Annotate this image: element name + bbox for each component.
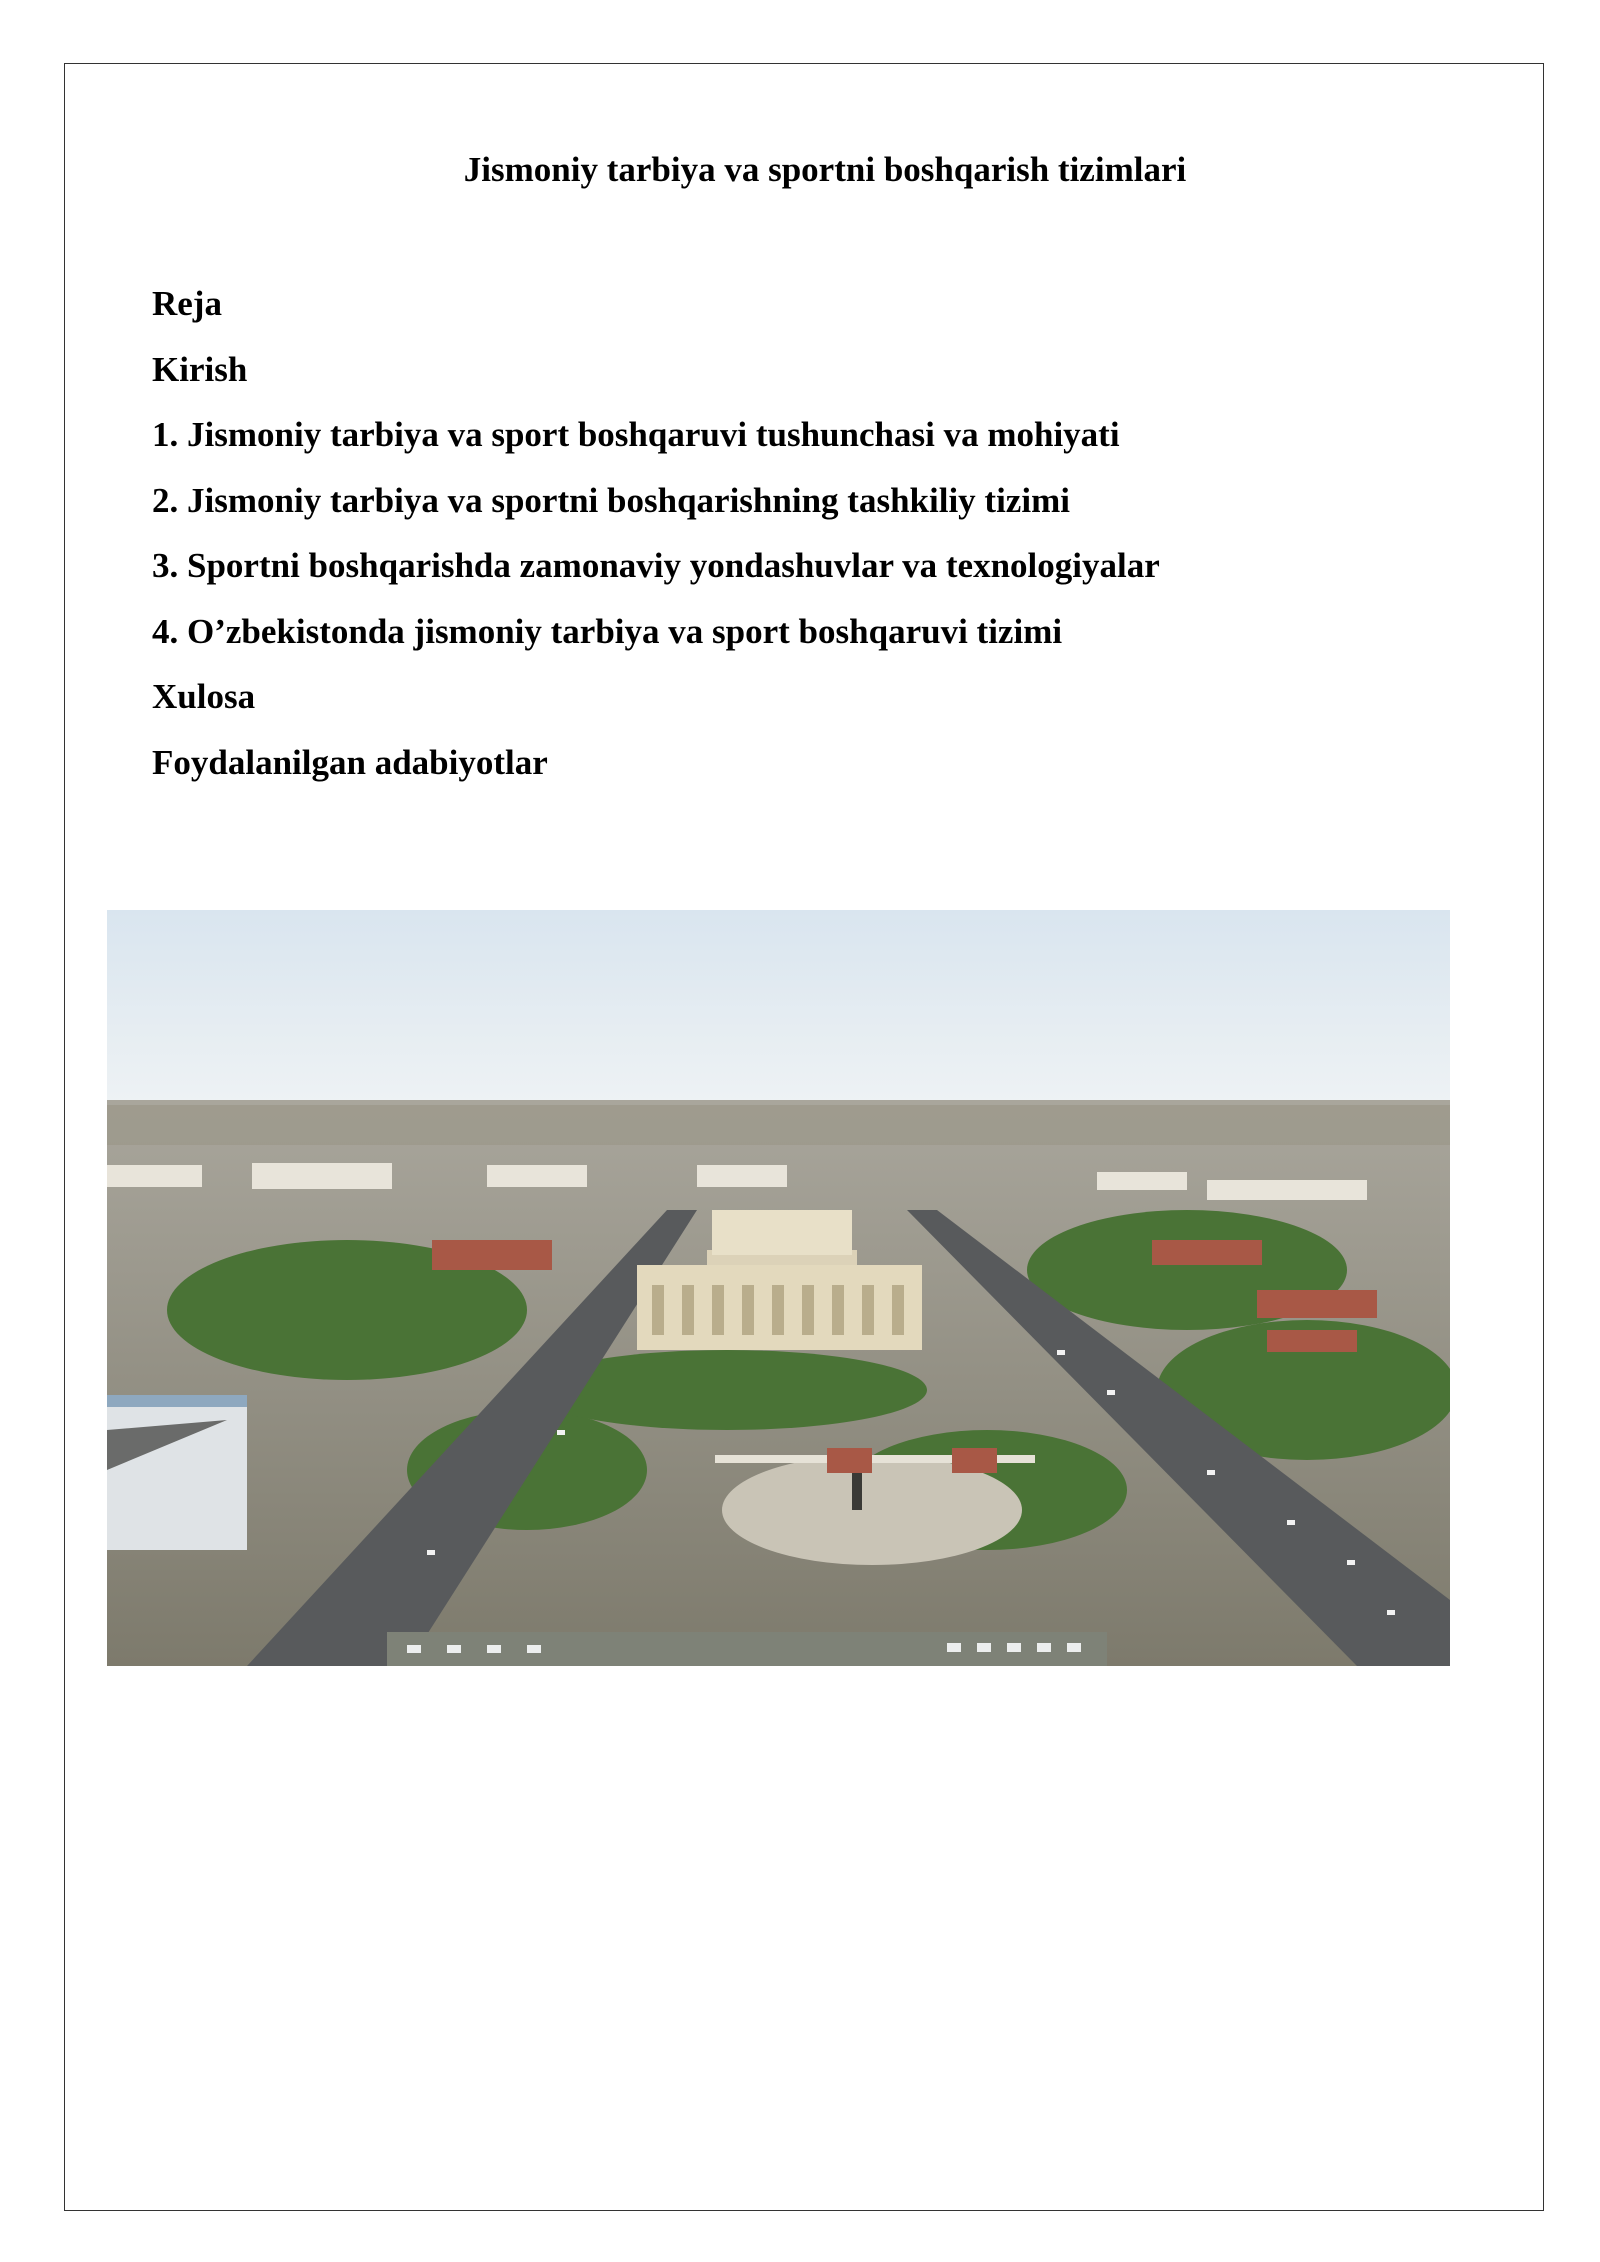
document-title: Jismoniy tarbiya va sportni boshqarish tizimlari	[463, 150, 1187, 189]
plan-item-1: 1. Jismoniy tarbiya va sport boshqaruvi tushunchasi va mohiyati	[152, 415, 1120, 454]
plan-heading: Reja	[152, 284, 222, 323]
plan-item-introduction: Kirish	[152, 349, 248, 389]
plan-item-2: 2. Jismoniy tarbiya va sportni boshqarishning tashkiliy tizimi	[152, 480, 1070, 520]
plan-item-references: Foydalanilgan adabiyotlar	[152, 742, 548, 782]
plan-list	[152, 284, 1160, 808]
aerial-city-photo	[107, 910, 1450, 1666]
plan-item-4: 4. O’zbekistonda jismoniy tarbiya va sport boshqaruvi tizimi	[152, 611, 1063, 651]
plan-item-3: 3. Sportni boshqarishda zamonaviy yondashuvlar va texnologiyalar	[152, 546, 1160, 585]
plan-item-conclusion: Xulosa	[152, 677, 256, 716]
